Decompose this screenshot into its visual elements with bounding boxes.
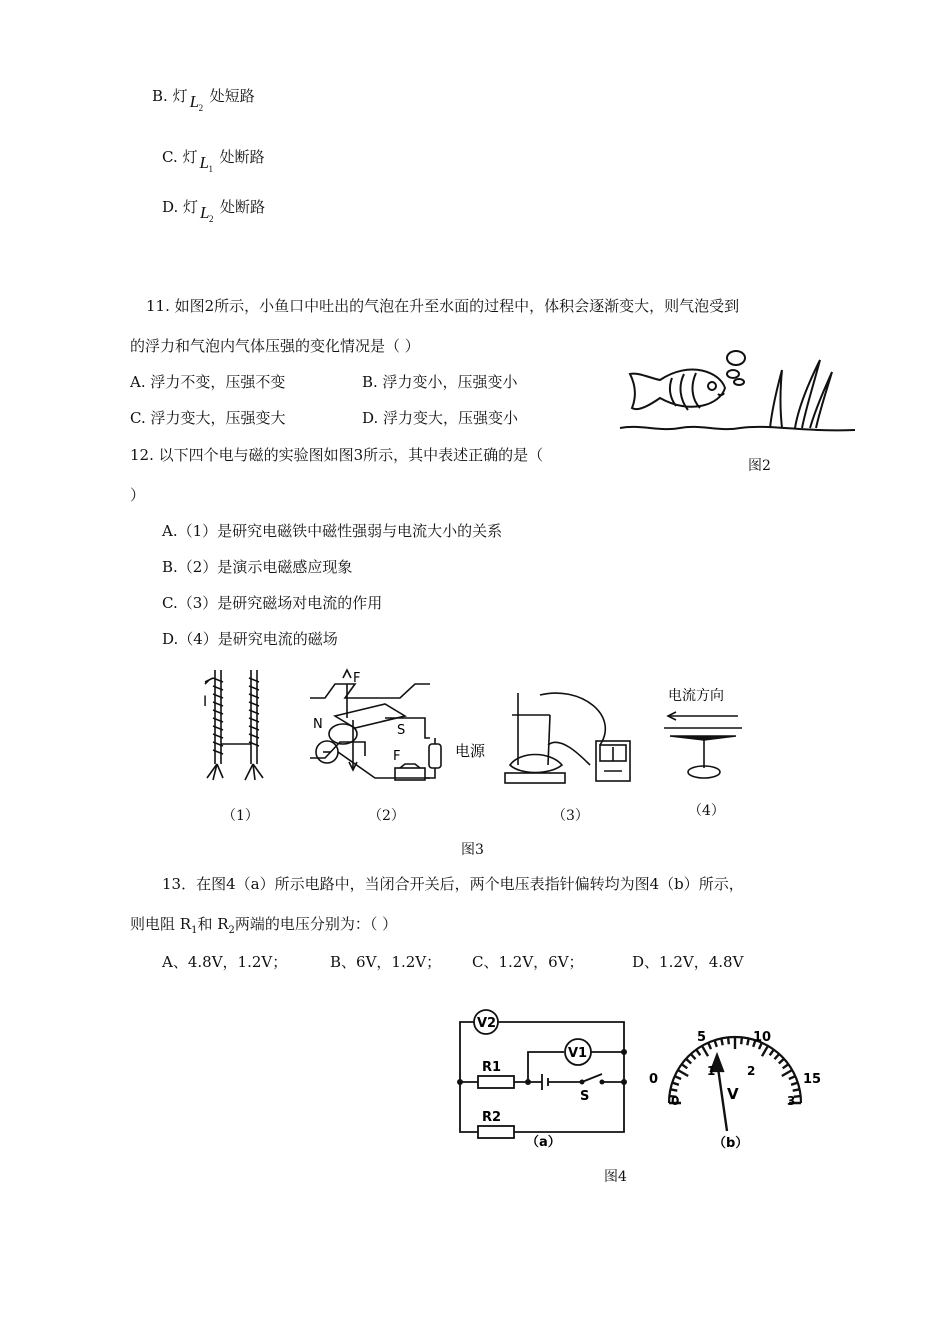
figure-4a-switch-s: S: [580, 1089, 590, 1104]
dial-inner-tick-3: 3: [787, 1094, 796, 1108]
figure-3-4-label: （4）: [688, 803, 725, 819]
dial-inner-tick-0: 0: [671, 1094, 680, 1108]
q10-option-b: B. 灯 L 2 处短路: [152, 87, 255, 113]
q13-option-b: B、6V，1.2V；: [330, 953, 442, 971]
figure-3-4-current-direction: 电流方向: [668, 688, 724, 704]
dial-outer-tick-10: 10: [753, 1030, 772, 1045]
variable-l1: L 1: [199, 153, 213, 174]
figure-3-2-pole-s: S: [397, 723, 406, 738]
q13-option-d: D、1.2V，4.8V: [632, 953, 744, 971]
q12-option-c: C.（3）是研究磁场对电流的作用: [162, 594, 383, 612]
figure-3-4-compass-wire: [660, 682, 750, 792]
q11-stem-line2: 的浮力和气泡内气体压强的变化情况是（ ）: [130, 337, 420, 355]
figure-4a-label: （a）: [526, 1135, 561, 1150]
dial-inner-tick-2: 2: [747, 1064, 756, 1078]
dial-outer-tick-15: 15: [803, 1072, 822, 1087]
q12-option-b: B.（2）是演示电磁感应现象: [162, 558, 353, 576]
figure-3-2-pole-n: N: [313, 717, 323, 732]
figure-3-1-label: （1）: [222, 808, 259, 824]
figure-2-fish: [620, 350, 860, 450]
figure-4a-voltmeter-v1: V1: [568, 1046, 588, 1061]
q13-option-a: A、4.8V，1.2V；: [162, 953, 288, 971]
variable-l2: L 2: [200, 203, 214, 224]
figure-3-2-force-bottom: F: [393, 749, 401, 764]
figure-4-caption: 图4: [604, 1169, 627, 1185]
figure-2-caption: 图2: [748, 458, 771, 474]
q11-option-b: B. 浮力变小，压强变小: [362, 373, 518, 391]
figure-4a-circuit: [452, 1008, 637, 1158]
figure-3-3-galvanometer-setup: [500, 685, 640, 795]
q12-option-d: D.（4）是研究电流的磁场: [162, 630, 338, 648]
q10-option-c: C. 灯 L 1 处断路: [162, 148, 265, 174]
q11-stem-line1: 11. 如图2所示，小鱼口中吐出的气泡在升至水面的过程中，体积会逐渐变大，则气泡受到: [146, 297, 740, 315]
q12-stem-line2: ）: [130, 486, 146, 504]
q13-stem-line2: 则电阻 $R_1$和 $R_2$两端的电压分别为：（ ）: [130, 915, 398, 936]
dial-outer-tick-5: 5: [697, 1030, 707, 1045]
dial-outer-tick-0: 0: [649, 1072, 659, 1087]
figure-3-1-electromagnets: [195, 668, 275, 788]
q11-option-a: A. 浮力不变，压强不变: [130, 373, 286, 391]
q11-option-c: C. 浮力变大，压强变大: [130, 409, 286, 427]
dial-unit-v: V: [727, 1085, 739, 1103]
dial-inner-tick-1: 1: [707, 1064, 716, 1078]
figure-4a-resistor-r1: R1: [482, 1060, 502, 1075]
variable-l2: L 2: [189, 92, 204, 113]
q11-option-d: D. 浮力变大，压强变小: [362, 409, 519, 427]
figure-3-2-coil-in-field: [305, 668, 495, 798]
figure-3-caption: 图3: [461, 842, 484, 858]
q12-stem-line1: 12. 以下四个电与磁的实验图如图3所示，其中表述正确的是（: [130, 446, 544, 464]
q13-stem-line1: 13．在图4（a）所示电路中，当闭合开关后，两个电压表指针偏转均为图4（b）所示，: [162, 875, 744, 893]
figure-4a-voltmeter-v2: V2: [477, 1016, 497, 1031]
figure-3-2-label: （2）: [368, 808, 405, 824]
figure-3-3-label: （3）: [552, 808, 589, 824]
figure-3-2-power-source: 电源: [455, 742, 486, 760]
figure-4a-resistor-r2: R2: [482, 1110, 502, 1125]
figure-4b-label: （b）: [713, 1136, 749, 1151]
figure-3-1-label-i: I: [203, 694, 208, 710]
q10-option-d: D. 灯 L 2 处断路: [162, 198, 266, 224]
q13-option-c: C、1.2V，6V；: [472, 953, 584, 971]
figure-4b-voltmeter-dial: [645, 1025, 825, 1155]
figure-3-2-force-top: F: [353, 671, 361, 686]
q12-option-a: A.（1）是研究电磁铁中磁性强弱与电流大小的关系: [162, 522, 503, 540]
